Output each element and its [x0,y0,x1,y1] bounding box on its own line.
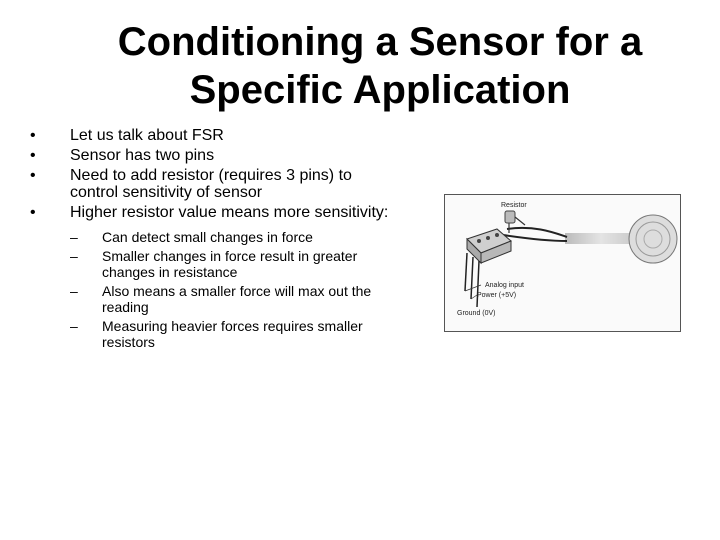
sub-bullet-text: Can detect small changes in force [102,229,313,245]
sub-bullet-list [70,229,390,350]
fsr-wiring-diagram [444,194,681,332]
sub-bullet-item [70,248,390,280]
bullet-text: Let us talk about FSR [70,127,224,144]
bullet-list [30,127,390,353]
fsr-tail [565,233,637,244]
bullet-item [30,147,390,164]
label-power: Power (+5V) [477,292,517,299]
wire [503,235,567,241]
sub-bullet-text: Measuring heavier forces requires smaller resistors [102,318,363,350]
sub-bullet-item [70,283,390,315]
label-resistor: Resistor [501,202,527,209]
sub-bullet-item [70,318,390,350]
label-ground: Ground (0V) [457,310,496,317]
wire [507,228,567,237]
fsr-wiring-svg [445,195,680,331]
bullet-text: Need to add resistor (requires 3 pins) to control sensitivity of sensor [70,167,352,201]
bullet-item [30,204,390,350]
title-line-2: Specific Application [189,68,571,112]
sub-bullet-text: Smaller changes in force result in greater changes in resistance [102,248,358,280]
dash-marker: – [70,248,78,264]
bullet-text: Higher resistor value means more sensitivity: [70,204,389,221]
sub-bullet-item [70,229,390,245]
bullet-marker: • [30,204,36,221]
sub-bullet-text: Also means a smaller force will max out the reading [102,283,372,315]
title-line-1: Conditioning a Sensor for a [117,20,643,64]
dash-marker: – [70,318,78,334]
label-analog-input: Analog input [485,282,524,289]
dash-marker: – [70,283,78,299]
bullet-text: Sensor has two pins [70,147,215,164]
bullet-marker: • [30,147,36,164]
resistor-shape [505,211,515,223]
slide-title [40,18,720,114]
dash-marker: – [70,229,78,245]
bullet-marker: • [30,127,36,144]
bullet-item [30,127,390,144]
bullet-item [30,167,390,201]
bullet-marker: • [30,167,36,184]
